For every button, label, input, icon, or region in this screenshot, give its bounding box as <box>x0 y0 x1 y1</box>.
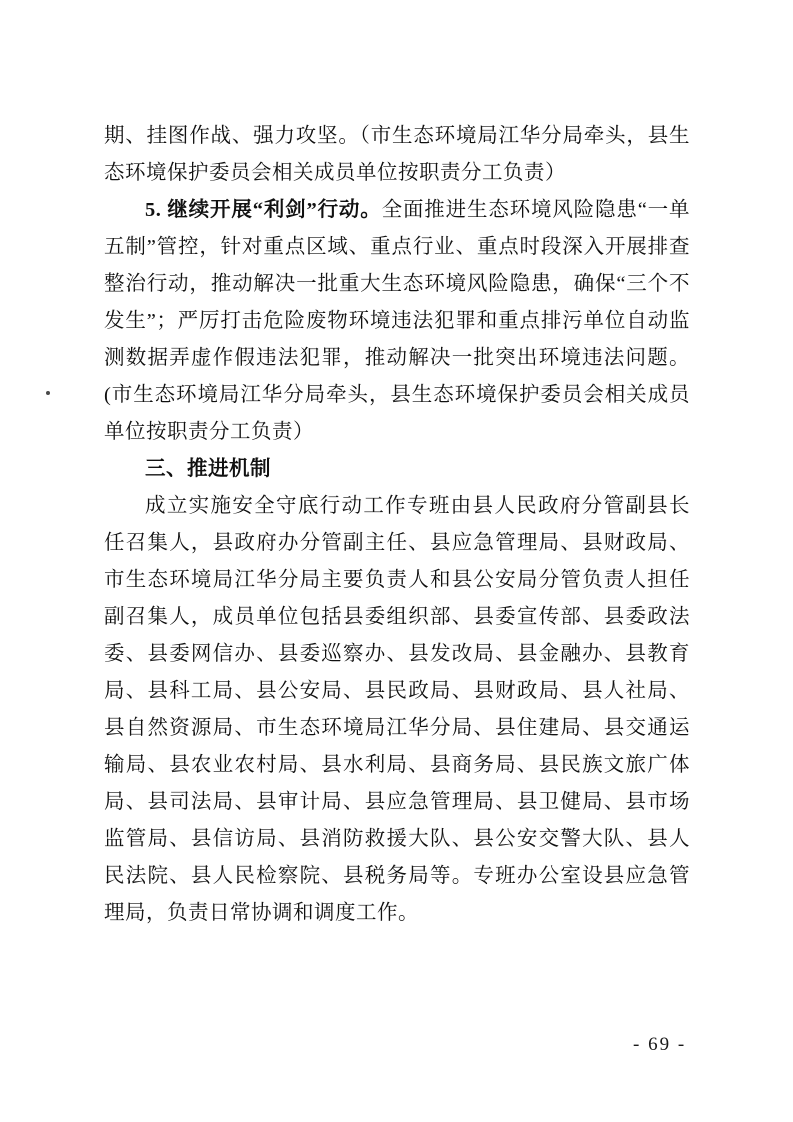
page-number-text: - 69 - <box>633 1034 687 1055</box>
paragraph-item-5-body: 全面推进生态环境风险隐患“一单五制”管控，针对重点区域、重点行业、重点时段深入开展排查整治行动，推动解决一批重大生态环境风险隐患，确保“三个不发生”；严厉打击危险废物环境违法犯罪和重点排污单位自动监测数据弄虚作假违法犯罪，推动解决一批突出环境违法问题。(市生态环境局江华分局牵头，县生态环境保护委员会相关成员单位按职责分工负责） <box>104 199 690 443</box>
section-heading-3 <box>104 451 690 488</box>
paragraph-continuation-text: 期、挂图作战、强力攻坚。（市生态环境局江华分局牵头，县生态环境保护委员会相关成员单位按职责分工负责） <box>104 125 690 184</box>
section-heading-3-text: 三、推进机制 <box>145 458 271 480</box>
scan-artifact-dot <box>46 391 50 395</box>
text-block <box>104 118 690 932</box>
paragraph-mechanism-text: 成立实施安全守底行动工作专班由县人民政府分管副县长任召集人，县政府办分管副主任、县应急管理局、县财政局、市生态环境局江华分局主要负责人和县公安局分管负责人担任副召集人，成员单位包括县委组织部、县委宣传部、县委政法委、县委网信办、县委巡察办、县发改局、县金融办、县教育局、县科工局、县公安局、县民政局、县财政局、县人社局、县自然资源局、市生态环境局江华分局、县住建局、县交通运输局、县农业农村局、县水利局、县商务局、县民族文旅广体局、县司法局、县审计局、县应急管理局、县卫健局、县市场监管局、县信访局、县消防救援大队、县公安交警大队、县人民法院、县人民检察院、县税务局等。专班办公室设县应急管理局，负责日常协调和调度工作。 <box>104 495 690 924</box>
paragraph-continuation <box>104 118 690 192</box>
paragraph-mechanism <box>104 488 690 932</box>
paragraph-item-5 <box>104 192 690 451</box>
paragraph-item-5-lead: 5. 继续开展“利剑”行动。 <box>145 199 382 221</box>
page-number <box>633 1033 686 1057</box>
